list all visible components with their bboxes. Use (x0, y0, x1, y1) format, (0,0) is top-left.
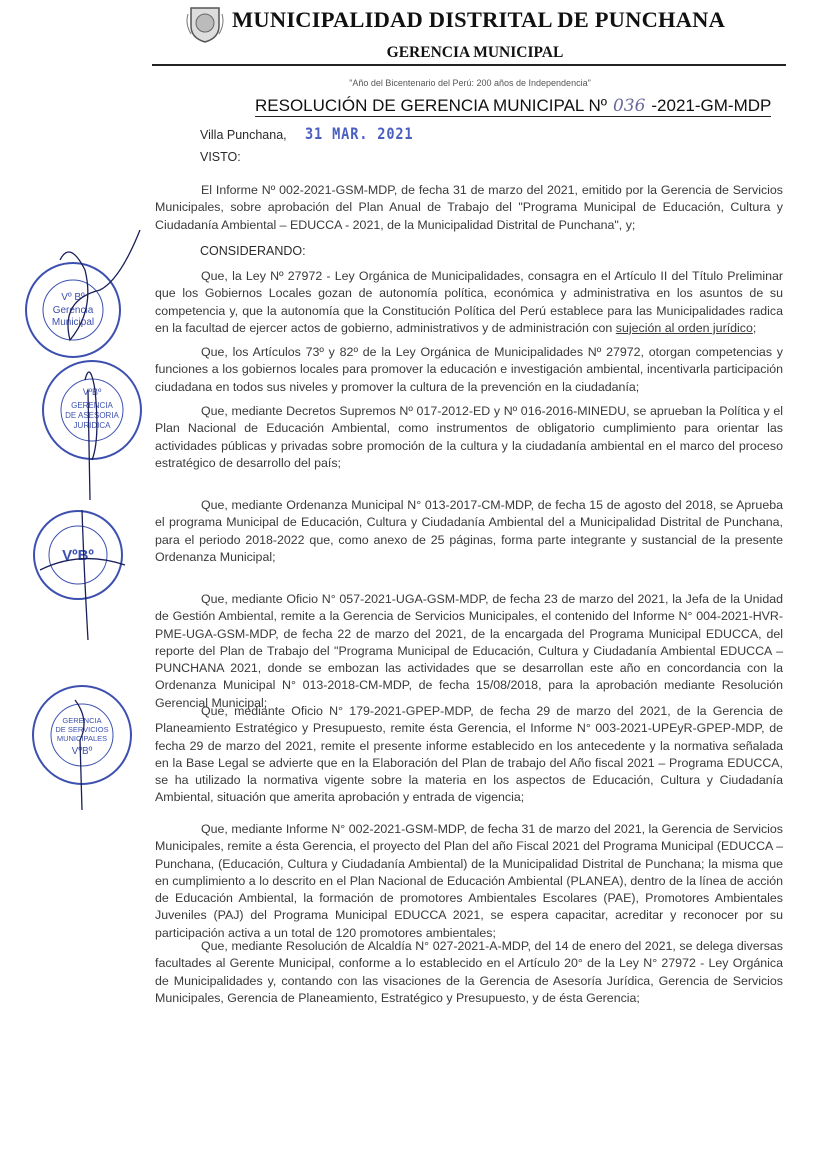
visto-paragraph: El Informe Nº 002-2021-GSM-MDP, de fecha 31 de marzo del 2021, emitido por la Gerencia de Servicios Municipales, sobre aprobación del Plan Anual de Trabajo del "Programa Municipal de Educación, Cultura y Ciudadanía Ambiental – EDUCCA - 2021, de la Municipalidad Distrital de Punchana", y; (155, 183, 783, 232)
department-name: GERENCIA MUNICIPAL (386, 44, 564, 61)
svg-text:DE ASESORIA: DE ASESORIA (65, 411, 119, 420)
svg-text:MUNICIPALES: MUNICIPALES (56, 734, 108, 743)
visto-heading: VISTO: (200, 150, 241, 164)
header-divider (152, 64, 786, 66)
paragraph-8: Que, mediante Resolución de Alcaldía N° 027-2021-A-MDP, del 14 de enero del 2021, se delega diversas facultades al Gerente Municipal, conforme a lo establecido en el Artículo 20° de la Ley N° 27972 - Ley Orgánica de Municipalidades y, contando con las visaciones de la Gerencia de Asesoría Jurídica, Gerencia de Servicios Municipales, Gerencia de Planeamiento, Estratégico y Presupuesto, y de ésta Gerencia; (155, 939, 783, 1005)
svg-text:VºBº: VºBº (82, 387, 102, 397)
stamp-gerencia-municipal (26, 263, 120, 357)
paragraph-6: Que, mediante Oficio N° 179-2021-GPEP-MDP, de fecha 29 de marzo del 2021, de la Gerencia de Planeamiento Estratégico y Presupuesto, remite ésta Gerencia, el Informe N° 003-2021-UPEyR-GPEP-MDP, de fecha 29 de marzo del 2021, remite el presente informe establecido en los antecedente y la normativa señalada en la Base Legal se advierte que en la Elaboración del Plan de trabajo del Año fiscal 2021 – Programa EDUCCA, se ha utilizado la normativa vigente sobre la materia en los aspectos de Educación, Cultura y Ciudadanía Ambiental, situación que amerita aprobación y entrada de vigencia; (155, 704, 783, 805)
approval-stamps (0, 220, 170, 820)
considerando-heading: CONSIDERANDO: (200, 244, 306, 258)
municipal-coat-of-arms-logo (185, 4, 225, 44)
place-label: Villa Punchana, (200, 128, 287, 142)
paragraph-7: Que, mediante Informe N° 002-2021-GSM-MDP, de fecha 31 de marzo del 2021, la Gerencia de Servicios Municipales, remite a ésta Gerencia, el proyecto del Plan del año Fiscal 2021 del Programa Municipal (EDUCCA – Punchana, (Educación, Cultura y Ciudadanía Ambiental) de la Municipalidad Distrital de Punchana; la misma que en cumplimiento a lo descrito en el Plan Nacional de Educación Ambiental (PLANEA), dentro de la línea de acción de Educación Ambiental, la formación de promotores Ambientales Escolares (PAE), Promotores Ambientales Juveniles (PAJ) del Programa Municipal EDUCCA 2021, se espera capacitar, acreditar y reconocer por su participación activa a un total de 120 promotores ambientales; (155, 822, 783, 940)
svg-text:GERENCIA: GERENCIA (71, 401, 113, 410)
svg-text:DE SERVICIOS: DE SERVICIOS (55, 725, 109, 734)
svg-text:Vº Bº: Vº Bº (61, 292, 85, 303)
organization-name: MUNICIPALIDAD DISTRITAL DE PUNCHANA (232, 7, 726, 32)
underlined-text: sujeción al orden jurídico (615, 320, 753, 335)
year-motto: "Año del Bicentenario del Perú: 200 años de Independencia" (349, 78, 591, 88)
paragraph-3: Que, mediante Decretos Supremos Nº 017-2012-ED y Nº 016-2016-MINEDU, se aprueban la Política y el Plan Nacional de Educación Ambiental, como instrumentos de obligatorio cumplimiento para orientar las actividades públicas y privadas sobre promoción de la cultura y la ciudadanía ambiental en el marco del proceso estratégico de desarrollo del país; (155, 404, 783, 470)
paragraph-1 (155, 268, 783, 337)
svg-text:Municipal: Municipal (51, 317, 95, 328)
svg-text:JURIDICA: JURIDICA (73, 421, 111, 430)
stamp-planeamiento (34, 511, 122, 599)
resolution-title (255, 96, 771, 117)
date-stamp: 31 MAR. 2021 (305, 124, 414, 143)
paragraph-end: ; (752, 320, 757, 335)
svg-text:VºBº: VºBº (71, 746, 93, 757)
paragraph-text: Que, la Ley Nº 27972 - Ley Orgánica de Municipalidades, consagra en el Artículo II del Título Preliminar que los Gobiernos Locales gozan de autonomía política, económica y administrativa en los asuntos de su competencia y, que la autonomía que la Constitución Política del Perú establece para las Municipalidades radica en la facultad de ejercer actos de gobierno, administrativos y de administración con (155, 269, 783, 335)
svg-text:VºBº: VºBº (62, 547, 94, 564)
paragraph-2: Que, los Artículos 73º y 82º de la Ley Orgánica de Municipalidades Nº 27972, otorgan competencias y funciones a los gobiernos locales para promover la educación e investigación ambiental, incentivarla participación ciudadana en todos sus niveles y promover la cultura de la prevención en la ciudadanía; (155, 345, 783, 394)
resolution-number: 036 (612, 96, 646, 116)
svg-text:Gerencia: Gerencia (52, 305, 94, 316)
paragraph-5: Que, mediante Oficio N° 057-2021-UGA-GSM-MDP, de fecha 23 de marzo del 2021, la Jefa de la Unidad de Gestión Ambiental, remite a la Gerencia de Servicios Municipales, el contenido del Informe N° 004-2021-HVR-PME-UGA-GSM-MDP, de fecha 22 de marzo del 2021, de la encargada del Programa Municipal EDUCCA, del reporte del Plan de Trabajo del "Programa Municipal de Educación, Cultura y Ciudadanía Ambiental EDUCCA – PUNCHANA 2021, donde se embozan las actividades que se desarrollan este año en concordancia con la Ordenanza Municipal N° 013-2018-CM-MDP, de fecha 15/08/2018, para la aprobación mediante Resolución Gerencial Municipal; (155, 592, 783, 710)
resolution-prefix: RESOLUCIÓN DE GERENCIA MUNICIPAL Nº (255, 96, 607, 115)
resolution-suffix: -2021-GM-MDP (651, 96, 772, 115)
paragraph-4: Que, mediante Ordenanza Municipal N° 013-2017-CM-MDP, de fecha 15 de agosto del 2018, se Aprueba el programa Municipal de Educación, Cultura y Ciudadanía Ambiental del a Municipalidad Distrital de Punchana, para el periodo 2018-2022 que, como anexo de 25 páginas, forma parte integrante y sustancial de la presente Ordenanza Municipal; (155, 498, 783, 564)
svg-text:GERENCIA: GERENCIA (62, 716, 102, 725)
